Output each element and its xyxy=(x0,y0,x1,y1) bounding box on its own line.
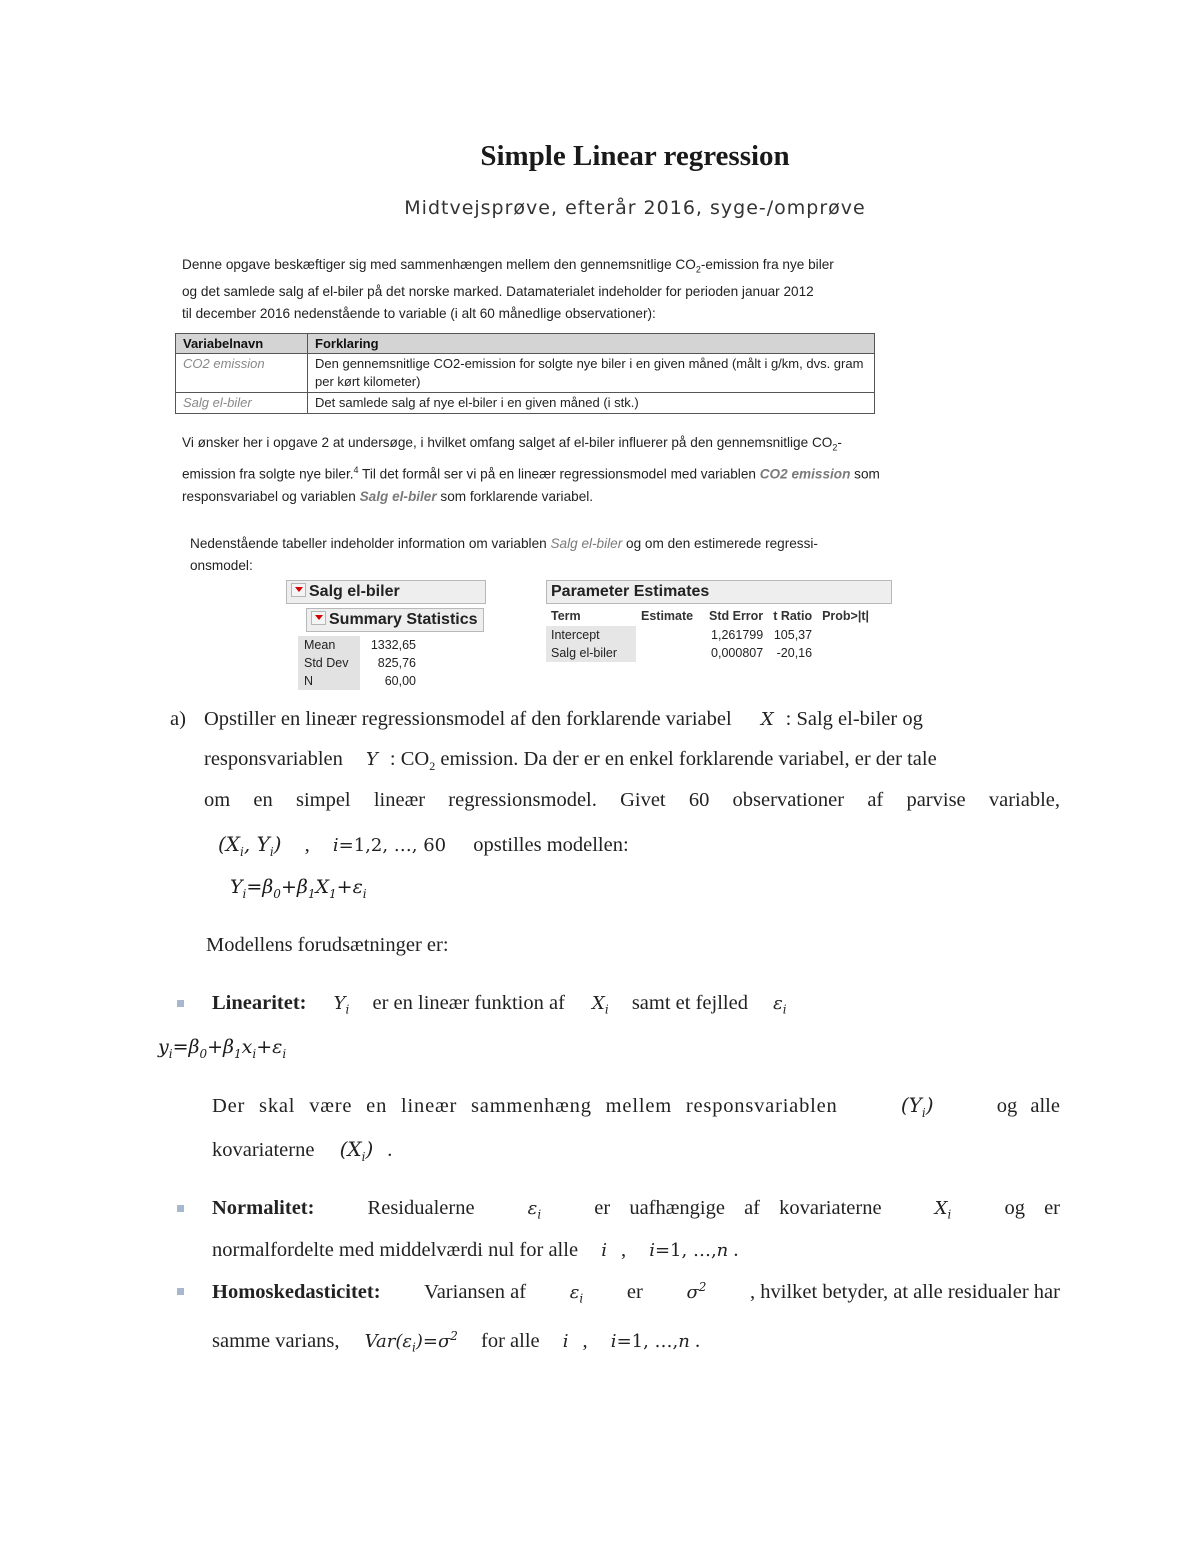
parameter-estimates-title: Parameter Estimates xyxy=(546,580,892,604)
parameter-estimates-panel xyxy=(546,580,894,666)
table-row: Salg el-biler Det samlede salg af nye el-biler i en given måned (i stk.) xyxy=(176,393,875,414)
summary-statistics-table xyxy=(298,636,422,690)
linearity-equation: $y_i=\beta_0+\beta_1x_i+\varepsilon_i$ xyxy=(158,1036,287,1061)
disclosure-triangle-icon[interactable] xyxy=(311,611,326,625)
explanation-header: Forklaring xyxy=(308,334,875,354)
linearity-assumption: Linearitet: $Y_i$ er en lineær funktion af $X_i$ samt et fejlled $\varepsilon_i$ xyxy=(212,992,787,1017)
intro-paragraph: Denne opgave beskæftiger sig med sammenhængen mellem den gennemsnitlige $CO_2$-emission fra nye biler og det samlede salg af el-biler på det norske marked. Datamaterialet indeholder for perioden januar 2012 til december 2016 nedenstående to variable (i alt 60 månedlige observationer): xyxy=(182,257,834,321)
variable-table xyxy=(175,333,875,414)
table-row: CO2 emission Den gennemsnitlige CO2-emission for solgte nye biler i en given måned (målt i g/km, dvs. gram per kørt kilometer) xyxy=(176,354,875,393)
document-subtitle: Midtvejsprøve, efterår 2016, syge-/omprøve xyxy=(404,197,866,219)
summary-statistics-panel: Salg el-biler Summary Statistics Mean 1332,65 Std Dev 825,76 N 60,00 xyxy=(286,580,490,688)
part-a-line-2: responsvariablen Y : $CO_2$ emission. Da der er en enkel forklarende variabel, er der tale xyxy=(204,748,937,774)
normality-assumption: Normalitet: Residualerne $\varepsilon_i$ er uafhængige af kovariaterne $X_i$ og er xyxy=(212,1197,1060,1222)
table-row: N 60,00 xyxy=(298,672,422,690)
linearity-explanation-line-1: Der skal være en lineær sammenhæng mellem responsvariablen $(Y_i)$ og alle xyxy=(212,1093,1060,1120)
table-row: Mean 1332,65 xyxy=(298,636,422,654)
homoskedasticity-assumption: Homoskedasticitet: Variansen af $\varepsilon_i$ er $\sigma^2$ , hvilket betyder, at alle residualer har xyxy=(212,1280,1060,1306)
normality-line-2: normalfordelte med middelværdi nul for alle i , i=1, …,n . xyxy=(212,1239,739,1261)
variable-name-header: Variabelnavn xyxy=(176,334,308,354)
tables-intro-paragraph: Nedenstående tabeller indeholder information om variablen Salg el-biler og om den estimerede regressi- onsmodel: xyxy=(190,536,818,573)
table-row: Salg el-biler 0,000807 -20,16 xyxy=(546,644,874,662)
linearity-explanation-line-2: kovariaterne $(X_i)$ . xyxy=(212,1137,393,1164)
purpose-paragraph: Vi ønsker her i opgave 2 at undersøge, i hvilket omfang salget af el-biler influerer på den gennemsnitlige $CO_2$-emission fra solgte nye biler.$^4$ Til det formål ser vi på en lineær regressionsmodel med variablen CO2 emission som responsvariabel og variablen Salg el-biler som forklarende variabel. xyxy=(182,435,880,505)
bullet-icon xyxy=(177,1288,184,1295)
bullet-icon xyxy=(177,1000,184,1007)
disclosure-triangle-icon[interactable] xyxy=(291,583,306,597)
bullet-icon xyxy=(177,1205,184,1212)
document-title: Simple Linear regression xyxy=(480,140,790,172)
part-a-line-1: Opstiller en lineær regressionsmodel af den forklarende variabel X : Salg el-biler og xyxy=(204,708,923,730)
homoskedasticity-line-2: samme varians, $Var(\varepsilon_i)=\sigma^2$ for alle i , i=1, …,n . xyxy=(212,1329,701,1355)
model-equation: $Y_i=\beta_0+\beta_1X_1+\varepsilon_i$ xyxy=(230,876,367,901)
parameter-estimates-table: Term Estimate Std Error t Ratio Prob>|t| Intercept 1,261799 105,37 Salg el-biler 0,000807 -20,16 xyxy=(546,606,874,662)
part-a-line-3: om en simpel lineær regressionsmodel. Givet 60 observationer af parvise variable, xyxy=(204,789,1060,811)
observation-pairs: ($X_i$, $Y_i$) , i=1,2, …, 60 opstilles modellen: xyxy=(218,832,629,859)
table-row: Intercept 1,261799 105,37 xyxy=(546,626,874,644)
assumptions-intro: Modellens forudsætninger er: xyxy=(206,934,449,956)
part-a-label: a) xyxy=(170,708,186,730)
table-row: Std Dev 825,76 xyxy=(298,654,422,672)
